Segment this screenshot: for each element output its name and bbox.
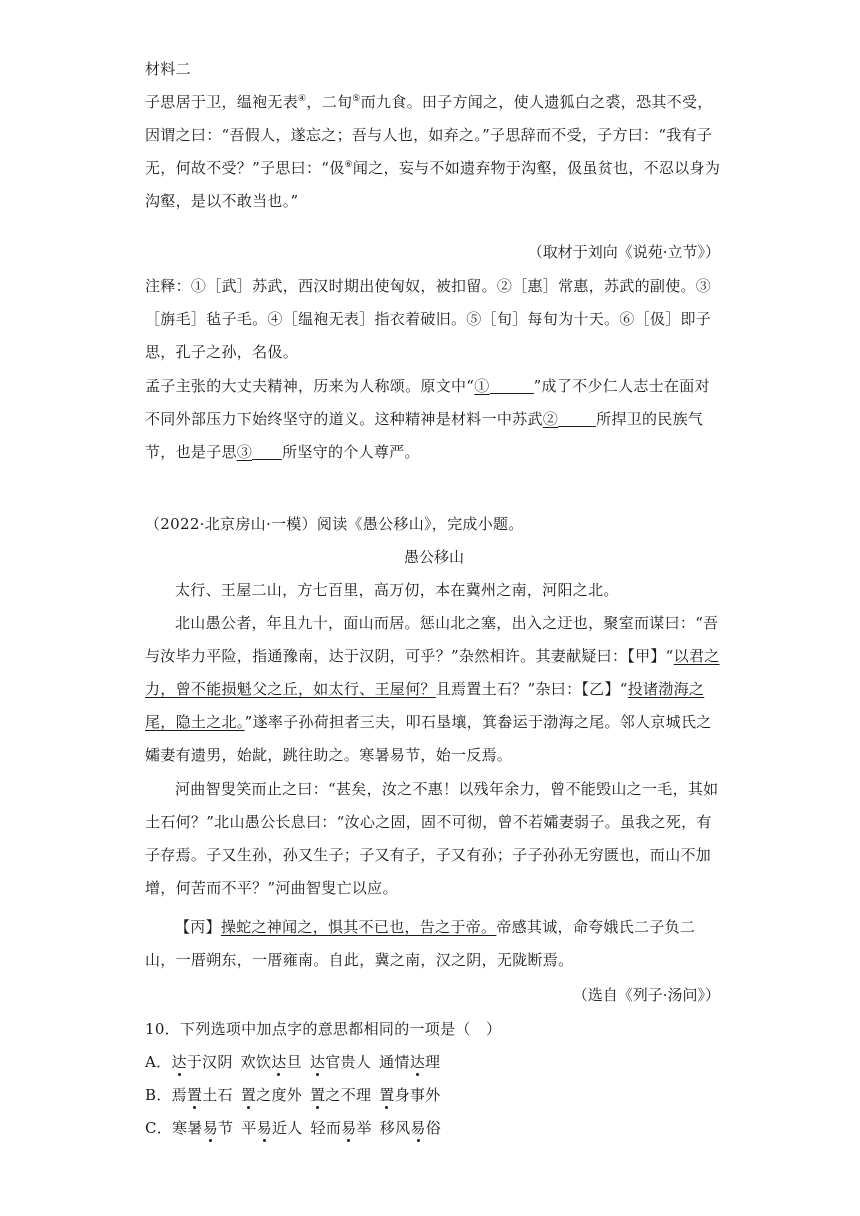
body-text: ，二旬 — [306, 93, 353, 111]
fill-text: 所坚守的个人尊严。 — [282, 443, 420, 461]
material-heading: 材料二 — [145, 60, 191, 78]
dotted-character: 置 — [310, 1086, 326, 1104]
option-b[interactable] — [145, 1079, 723, 1112]
passage-para-1: 太行、王屋二山，方七百里，高万仞，本在冀州之南，河阳之北。 — [175, 581, 619, 599]
fill-text: 所捍卫的民族气节，也是子思 — [145, 410, 704, 461]
blank-3[interactable] — [252, 439, 282, 460]
annotations: 注释：①［武］苏武，西汉时期出使匈奴，被扣留。②［惠］常惠，苏武的副使。③［旃毛］毡子毛。④［缊袍无表］指衣着破旧。⑤［旬］每旬为十天。⑥［伋］即子思，孔子之孙，名伋。 — [145, 277, 712, 361]
option-phrase: 置身事外 — [379, 1086, 441, 1104]
material2-body — [145, 86, 723, 218]
dotted-character: 达 — [309, 1053, 326, 1071]
dotted-character: 置 — [379, 1086, 395, 1104]
option-phrase: 焉置土石 — [171, 1086, 233, 1104]
dotted-character: 易 — [410, 1119, 426, 1137]
note-ref: ④ — [298, 94, 307, 104]
passage-para-3: 河曲智叟笑而止之曰：“甚矣，汝之不惠！以残年余力，曾不能毁山之一毛，其如土石何？”北山愚公长息曰：“汝心之固，固不可彻，曾不若孀妻弱子。虽我之死，有子存焉。子又生孙，孙又生子；子又有子，子又有孙；子子孙孙无穷匮也，而山不加增，何苦而不平？”河曲智叟亡以应。 — [145, 780, 719, 897]
dotted-character: 置 — [186, 1086, 203, 1104]
para-text: ”遂率子孙荷担者三夫，叩石垦壤，箕畚运于渤海之尾。邻人京城氏之孀妻有遗男，始龀，跳往助之。寒暑易节，始一反焉。 — [145, 713, 712, 764]
blank-2[interactable] — [558, 406, 596, 427]
option-letter: B． — [145, 1086, 172, 1104]
dotted-character: 易 — [341, 1119, 357, 1137]
option-phrase: 通情达理 — [379, 1053, 441, 1071]
underlined-sentence-yi: 投诸渤海之尾，隐土之北。 — [145, 680, 705, 731]
option-c[interactable] — [145, 1112, 723, 1145]
blank-1[interactable] — [490, 373, 534, 394]
dotted-character: 达 — [271, 1053, 287, 1071]
option-a[interactable] — [145, 1046, 723, 1079]
para-text: 帝感其诚，命夸娥氏二子负二山，一厝朔东，一厝雍南。自此，冀之南，汉之阴，无陇断焉。 — [145, 918, 696, 969]
option-phrase: 置之不理 — [310, 1086, 372, 1104]
dotted-character: 置 — [240, 1086, 257, 1104]
note-ref: ⑤ — [352, 94, 361, 104]
blank-number-2: ② — [542, 410, 559, 428]
para-text: 且焉置土石？”杂曰：【乙】“ — [435, 680, 628, 698]
option-phrase: 置之度外 — [240, 1086, 303, 1104]
option-phrase: 达官贵人 — [309, 1053, 372, 1071]
option-phrase: 寒暑易节 — [172, 1119, 234, 1137]
body-text: 闻之，妄与不如遗弃物于沟壑，伋虽贫也，不忍以身为沟壑，是以不敢当也。” — [145, 159, 721, 210]
option-letter: A． — [145, 1053, 172, 1071]
fill-text: ”成了不少仁人志士在面对不同外部压力下始终坚守的道义。这种精神是材料一中苏武 — [145, 377, 710, 428]
note-ref: ⑥ — [344, 160, 353, 170]
option-letter: C． — [145, 1119, 173, 1137]
option-phrase: 平易近人 — [241, 1119, 303, 1137]
fill-in-question — [145, 370, 723, 469]
blank-number-1: ① — [474, 377, 490, 395]
passage-title: 愚公移山 — [403, 548, 464, 566]
dotted-character: 达 — [409, 1053, 426, 1071]
material2-source: （取材于刘向《说苑·立节》） — [527, 243, 720, 261]
option-phrase: 欢饮达旦 — [240, 1053, 302, 1071]
option-phrase: 移风易俗 — [379, 1119, 442, 1137]
passage-source: （选自《列子·汤问》） — [572, 986, 720, 1004]
underlined-sentence-bing: 操蛇之神闻之，惧其不已也，告之于帝。 — [220, 918, 497, 936]
blank-number-3: ③ — [236, 443, 253, 461]
dotted-character: 易 — [256, 1119, 272, 1137]
body-text: 而九食。田子方闻之，使人遗狐白之裘，恐其不受，因谓之曰：“吾假人，遂忘之；吾与人也，如弃之。”子思辞而不受，子方曰：“我有子无，何故不受？”子思曰：“伋 — [145, 93, 713, 177]
passage-para-4 — [145, 911, 723, 977]
question-stem: 10．下列选项中加点字的意思都相同的一项是（ ） — [145, 1020, 502, 1038]
body-text: 子思居于卫，缊袍无表 — [145, 93, 299, 111]
dotted-character: 易 — [202, 1119, 218, 1137]
option-phrase: 达于汉阴 — [171, 1053, 233, 1071]
underlined-sentence-jia: 以君之力，曾不能损魁父之丘，如太行、王屋何？ — [145, 647, 720, 698]
dotted-character: 达 — [171, 1053, 187, 1071]
para-mark: 【丙】 — [175, 918, 221, 936]
section-intro: （2022·北京房山·一模）阅读《愚公移山》，完成小题。 — [145, 515, 524, 533]
fill-text: 孟子主张的大丈夫精神，历来为人称颂。原文中“ — [145, 377, 475, 395]
option-phrase: 轻而易举 — [310, 1119, 372, 1137]
passage-para-2 — [145, 607, 723, 772]
para-text: 北山愚公者，年且九十，面山而居。惩山北之塞，出入之迂也，聚室而谋曰：“吾与汝毕力平险，指通豫南，达于汉阴，可乎？”杂然相许。其妻献疑曰：【甲】“ — [145, 614, 719, 665]
